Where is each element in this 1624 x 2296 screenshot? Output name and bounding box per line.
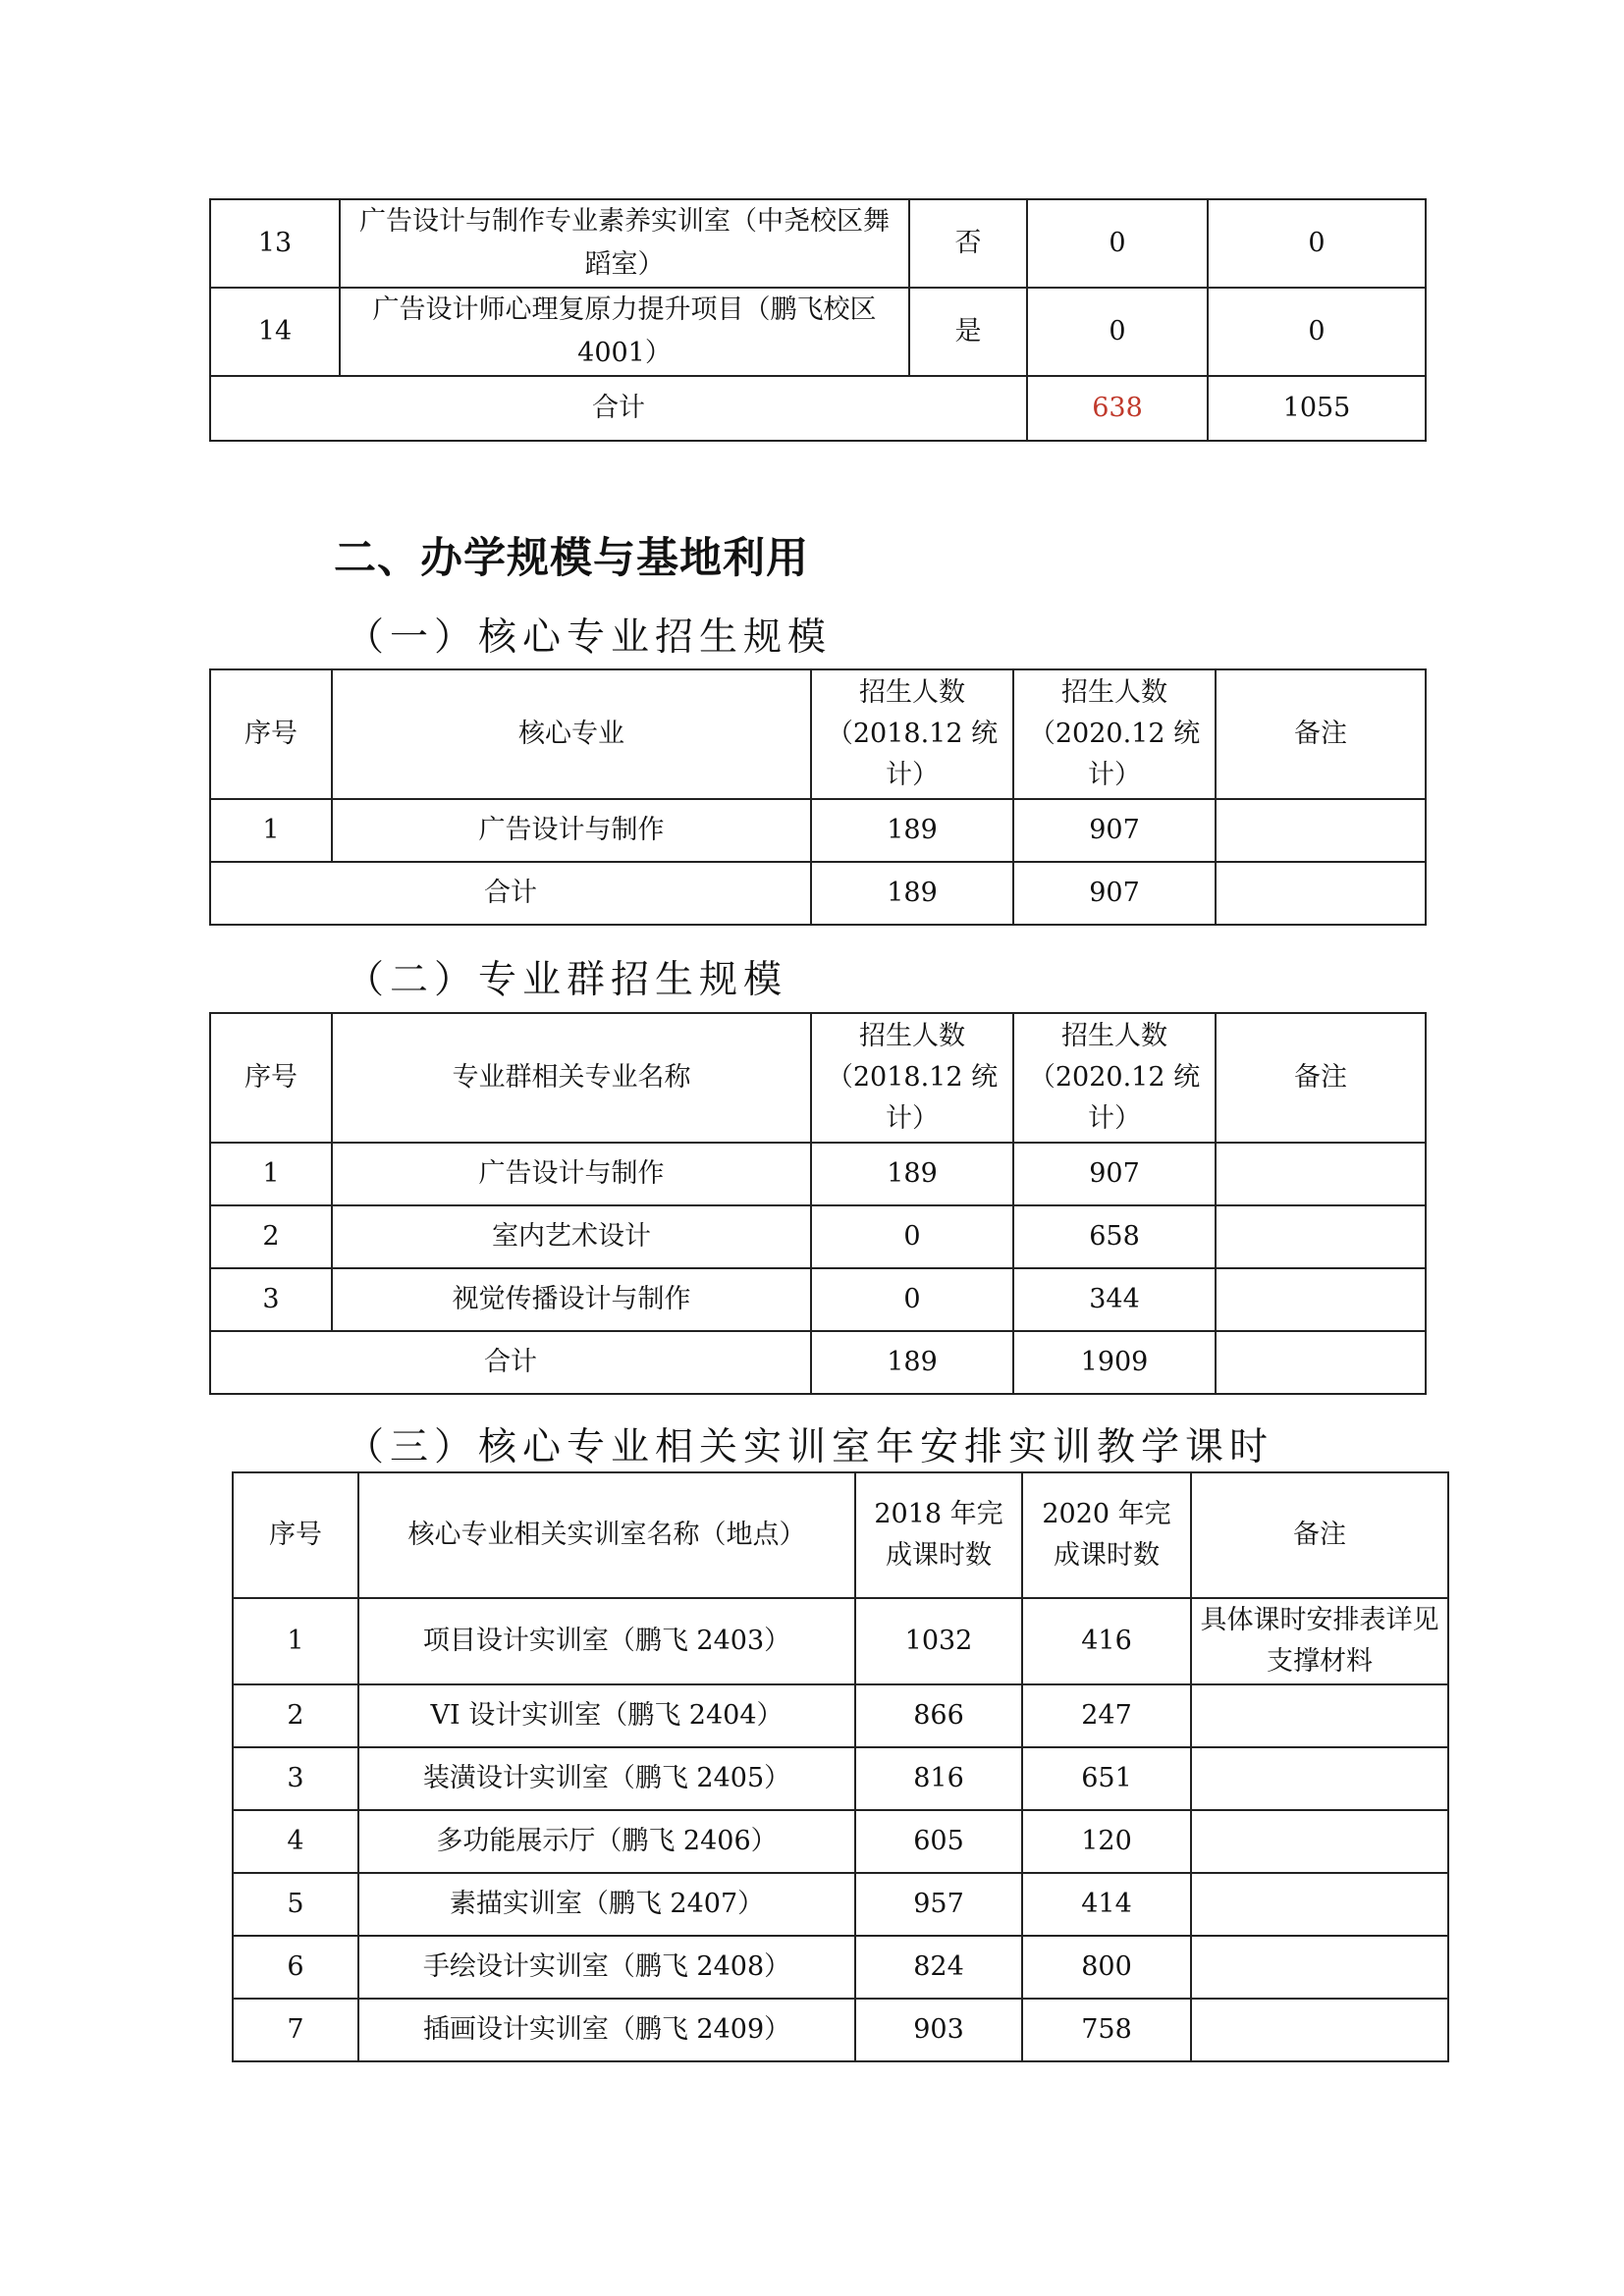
cell-name: 广告设计与制作 [332,1143,811,1205]
cell-name: 广告设计与制作 [332,799,811,862]
header-note: 备注 [1216,669,1426,799]
header-2018: 2018 年完成课时数 [855,1472,1022,1598]
table-row [210,288,1426,376]
table-row [233,1873,1448,1936]
total-note [1216,862,1426,925]
cell-2020: 907 [1013,799,1216,862]
cell-name: 视觉传播设计与制作 [332,1268,811,1331]
section-title: 二、办学规模与基地利用 [334,534,809,583]
table-row [233,1598,1448,1684]
cell-value: 0 [1027,199,1208,288]
header-no: 序号 [210,669,332,799]
cell-value: 0 [1208,288,1426,376]
cell-flag: 否 [909,199,1027,288]
cell-2020: 758 [1022,1999,1191,2061]
cell-2018: 189 [811,799,1013,862]
table-row [233,1747,1448,1810]
table-major-group-enrollment [209,1012,1427,1395]
cell-note [1216,1268,1426,1331]
cell-no: 14 [210,288,340,376]
cell-no: 6 [233,1936,358,1999]
cell-2018: 0 [811,1268,1013,1331]
cell-name: 素描实训室（鹏飞 2407） [358,1873,855,1936]
cell-no: 1 [233,1598,358,1684]
cell-name: 广告设计师心理复原力提升项目（鹏飞校区4001） [340,288,909,376]
header-2020: 招生人数（2020.12 统计） [1013,1013,1216,1143]
table-row [210,199,1426,288]
table-row [233,1810,1448,1873]
cell-2020: 344 [1013,1268,1216,1331]
cell-2020: 416 [1022,1598,1191,1684]
cell-2018: 605 [855,1810,1022,1873]
cell-no: 4 [233,1810,358,1873]
cell-note [1191,1747,1448,1810]
cell-no: 7 [233,1999,358,2061]
cell-name: 手绘设计实训室（鹏飞 2408） [358,1936,855,1999]
table-continuation [209,198,1427,442]
cell-note [1216,799,1426,862]
cell-2018: 189 [811,1143,1013,1205]
cell-2018: 903 [855,1999,1022,2061]
cell-no: 5 [233,1873,358,1936]
header-2020: 招生人数（2020.12 统计） [1013,669,1216,799]
cell-flag: 是 [909,288,1027,376]
cell-note [1216,1143,1426,1205]
table-row [210,1205,1426,1268]
header-no: 序号 [210,1013,332,1143]
header-name: 核心专业 [332,669,811,799]
cell-no: 2 [210,1205,332,1268]
header-note: 备注 [1191,1472,1448,1598]
total-value: 1055 [1208,376,1426,441]
cell-no: 3 [233,1747,358,1810]
cell-2020: 651 [1022,1747,1191,1810]
cell-no: 2 [233,1684,358,1747]
cell-2020: 247 [1022,1684,1191,1747]
header-note: 备注 [1216,1013,1426,1143]
cell-name: 插画设计实训室（鹏飞 2409） [358,1999,855,2061]
subsection-title-2: （二）专业群招生规模 [346,958,788,1002]
cell-note: 具体课时安排表详见支撑材料 [1191,1598,1448,1684]
cell-2018: 866 [855,1684,1022,1747]
cell-no: 13 [210,199,340,288]
cell-name: 项目设计实训室（鹏飞 2403） [358,1598,855,1684]
cell-name: 多功能展示厅（鹏飞 2406） [358,1810,855,1873]
table-header-row [210,669,1426,799]
total-2018: 189 [811,862,1013,925]
table-row [210,1268,1426,1331]
cell-note [1191,1873,1448,1936]
table-row [210,1143,1426,1205]
header-name: 核心专业相关实训室名称（地点） [358,1472,855,1598]
total-label: 合计 [210,862,811,925]
cell-note [1191,1936,1448,1999]
cell-2020: 800 [1022,1936,1191,1999]
cell-name: 广告设计与制作专业素养实训室（中尧校区舞蹈室） [340,199,909,288]
cell-value: 0 [1027,288,1208,376]
cell-2020: 907 [1013,1143,1216,1205]
table-row [233,1999,1448,2061]
cell-name: 室内艺术设计 [332,1205,811,1268]
table-header-row [233,1472,1448,1598]
total-row [210,1331,1426,1394]
cell-2020: 658 [1013,1205,1216,1268]
header-2018: 招生人数（2018.12 统计） [811,669,1013,799]
table-header-row [210,1013,1426,1143]
header-2018: 招生人数（2018.12 统计） [811,1013,1013,1143]
cell-2020: 414 [1022,1873,1191,1936]
total-note [1216,1331,1426,1394]
cell-value: 0 [1208,199,1426,288]
table-row [233,1936,1448,1999]
cell-note [1191,1999,1448,2061]
table-row [233,1684,1448,1747]
total-row [210,376,1426,441]
cell-2018: 824 [855,1936,1022,1999]
total-2020: 907 [1013,862,1216,925]
cell-no: 3 [210,1268,332,1331]
table-training-room-hours [232,1471,1449,2062]
total-label: 合计 [210,376,1027,441]
total-2018: 189 [811,1331,1013,1394]
header-name: 专业群相关专业名称 [332,1013,811,1143]
header-no: 序号 [233,1472,358,1598]
cell-note [1191,1810,1448,1873]
cell-2020: 120 [1022,1810,1191,1873]
cell-name: VI 设计实训室（鹏飞 2404） [358,1684,855,1747]
total-row [210,862,1426,925]
total-label: 合计 [210,1331,811,1394]
cell-note [1191,1684,1448,1747]
cell-2018: 0 [811,1205,1013,1268]
cell-2018: 957 [855,1873,1022,1936]
total-2020: 1909 [1013,1331,1216,1394]
subsection-title-1: （一）核心专业招生规模 [346,615,833,660]
subsection-title-3: （三）核心专业相关实训室年安排实训教学课时 [346,1425,1274,1469]
cell-note [1216,1205,1426,1268]
total-value-highlight: 638 [1027,376,1208,441]
table-row [210,799,1426,862]
cell-no: 1 [210,799,332,862]
header-2020: 2020 年完成课时数 [1022,1472,1191,1598]
table-core-major-enrollment [209,668,1427,926]
cell-2018: 816 [855,1747,1022,1810]
cell-2018: 1032 [855,1598,1022,1684]
cell-no: 1 [210,1143,332,1205]
cell-name: 装潢设计实训室（鹏飞 2405） [358,1747,855,1810]
